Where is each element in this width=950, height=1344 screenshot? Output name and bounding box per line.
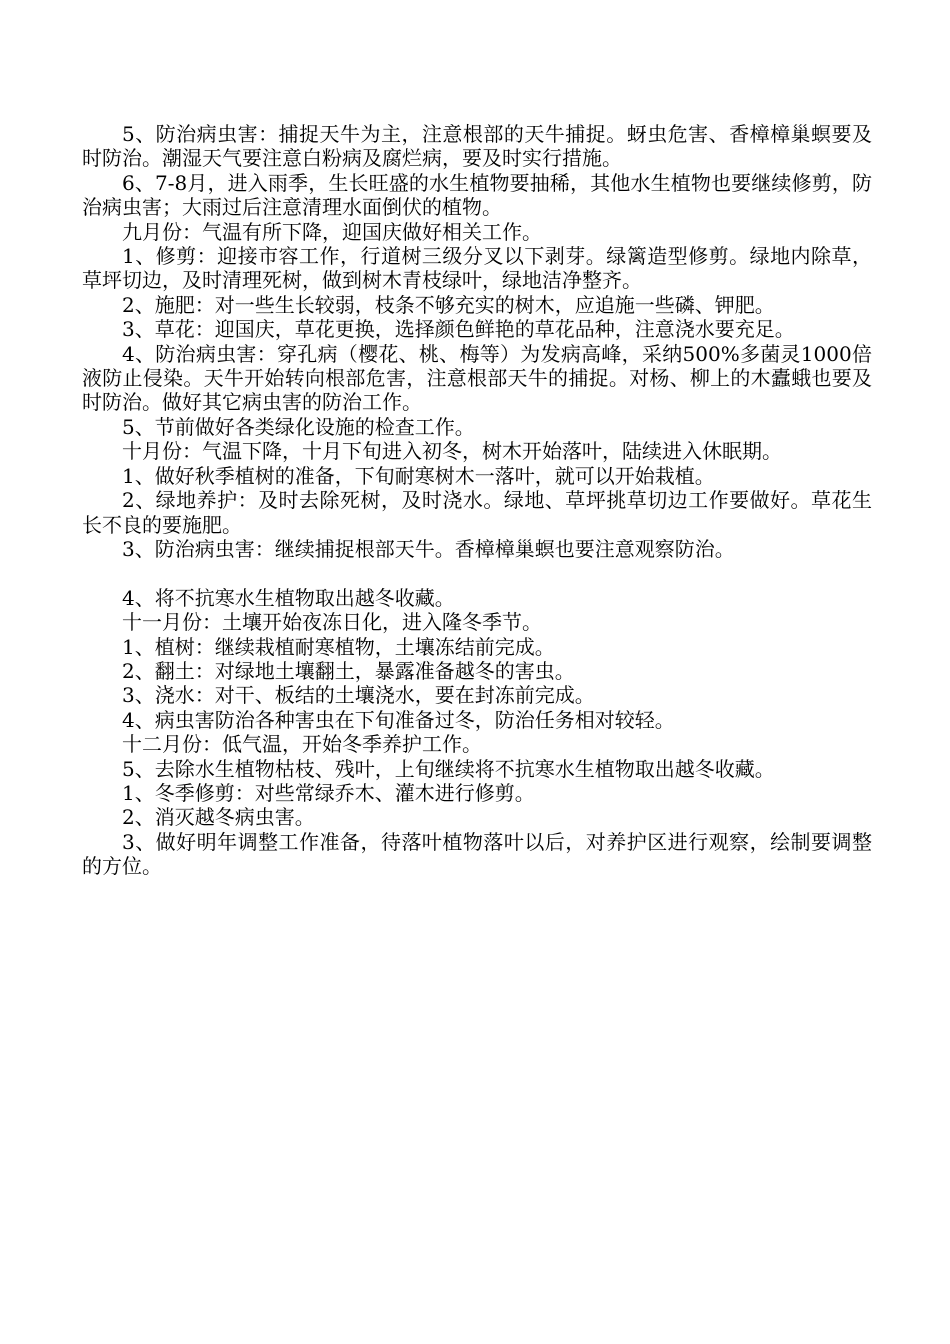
paragraph-dec-planning: 3、做好明年调整工作准备，待落叶植物落叶以后，对养护区进行观察，绘制要调整的方位。 (82, 829, 872, 879)
paragraph-nov-pest-control: 4、病虫害防治各种害虫在下旬准备过冬，防治任务相对较轻。 (122, 707, 675, 732)
paragraph-sep-fertilizing: 2、施肥：对一些生长较弱，枝条不够充实的树木，应追施一些磷、钾肥。 (122, 292, 775, 317)
paragraph-nov-watering: 3、浇水：对干、板结的土壤浇水，要在封冻前完成。 (122, 683, 595, 708)
paragraph-sep-pruning: 1、修剪：迎接市容工作，行道树三级分叉以下剥芽。绿篱造型修剪。绿地内除草，草坪切边，及时清理死树，做到树木青枝绿叶，绿地洁净整齐。 (82, 244, 872, 293)
paragraph-oct-maintenance: 2、绿地养护：及时去除死树，及时浇水。绿地、草坪挑草切边工作要做好。草花生长不良的要施肥。 (82, 488, 872, 537)
paragraph-dec-aquatic-cleanup: 5、去除水生植物枯枝、残叶，上旬继续将不抗寒水生植物取出越冬收藏。 (122, 756, 775, 781)
paragraph-sep-inspection: 5、节前做好各类绿化设施的检查工作。 (122, 414, 475, 439)
paragraph-pest-control-may: 5、防治病虫害：捕捉天牛为主，注意根部的天牛捕捉。蚜虫危害、香樟樟巢螟要及时防治。潮湿天气要注意白粉病及腐烂病，要及时实行措施。 (82, 122, 872, 171)
document-page (82, 122, 872, 879)
paragraph-rainy-season: 6、7-8月，进入雨季，生长旺盛的水生植物要抽稀，其他水生植物也要继续修剪，防治病虫害；大雨过后注意清理水面倒伏的植物。 (82, 170, 872, 220)
paragraph-oct-aquatic-storage: 4、将不抗寒水生植物取出越冬收藏。 (122, 585, 455, 610)
paragraph-november-heading: 十一月份：土壤开始夜冻日化，进入隆冬季节。 (122, 610, 542, 635)
paragraph-september-heading: 九月份：气温有所下降，迎国庆做好相关工作。 (122, 219, 542, 244)
paragraph-oct-planting: 1、做好秋季植树的准备，下旬耐寒树木一落叶，就可以开始栽植。 (122, 463, 715, 488)
paragraph-sep-flowers: 3、草花：迎国庆，草花更换，选择颜色鲜艳的草花品种，注意浇水要充足。 (122, 317, 795, 342)
paragraph-nov-tilling: 2、翻土：对绿地土壤翻土，暴露准备越冬的害虫。 (122, 658, 575, 683)
paragraph-dec-pest-control: 2、消灭越冬病虫害。 (122, 805, 315, 830)
paragraph-december-heading: 十二月份：低气温，开始冬季养护工作。 (122, 732, 482, 757)
paragraph-nov-planting: 1、植树：继续栽植耐寒植物，土壤冻结前完成。 (122, 634, 555, 659)
paragraph-dec-pruning: 1、冬季修剪：对些常绿乔木、灌木进行修剪。 (122, 780, 535, 805)
blank-line (82, 561, 872, 585)
paragraph-oct-pest-control: 3、防治病虫害：继续捕捉根部天牛。香樟樟巢螟也要注意观察防治。 (122, 536, 735, 561)
paragraph-sep-pest-control: 4、防治病虫害：穿孔病（樱花、桃、梅等）为发病高峰，采纳500%多菌灵1000倍液防止侵染。天牛开始转向根部危害，注意根部天牛的捕捉。对杨、柳上的木蠹蛾也要及时防治。做好其它病虫害的防治工作。 (82, 341, 872, 415)
paragraph-october-heading: 十月份：气温下降，十月下旬进入初冬，树木开始落叶，陆续进入休眠期。 (122, 439, 782, 464)
